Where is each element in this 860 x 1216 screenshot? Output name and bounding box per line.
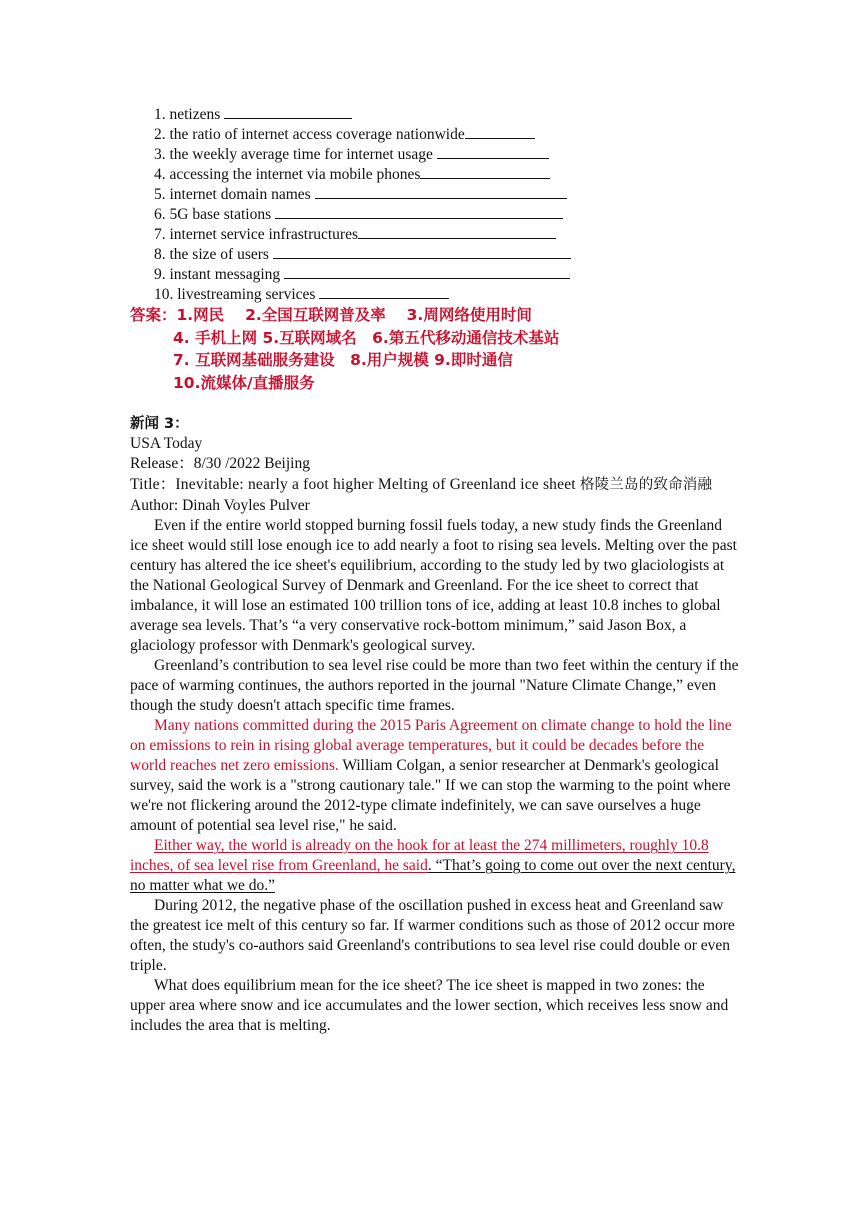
answer-blank[interactable] xyxy=(319,284,449,299)
vocab-text: 2. the ratio of internet access coverage nationwide xyxy=(154,126,465,143)
vocab-text: 9. instant messaging xyxy=(154,266,285,283)
article-paragraph: During 2012, the negative phase of the oscillation pushed in excess heat and Greenland saw the greatest ice melt of this century so far. If warmer conditions such as those of 2012 occur more often, the study's co-authors said Greenland's contributions to sea level rise could double or even triple. xyxy=(130,897,735,974)
vocab-item xyxy=(154,124,742,144)
highlighted-sentence: Many nations committed during the 2015 Paris Agreement on climate change to hold the line on emissions to rein in rising global average temperatures, but it could be decades before the world reaches net zero emissions. xyxy=(130,717,732,774)
vocab-item xyxy=(154,184,742,204)
answer-row: 答案：1.网民 2.全国互联网普及率 3.周网络使用时间 xyxy=(130,306,532,324)
article-paragraph: What does equilibrium mean for the ice sheet? The ice sheet is mapped in two zones: the upper area where snow and ice accumulates and the lower section, which receives less snow and includes the area that is melting. xyxy=(130,977,729,1034)
vocab-text: 5. internet domain names xyxy=(154,186,315,203)
answer-row: 7. 互联网基础服务建设 8.用户规模 9.即时通信 xyxy=(173,351,513,369)
news-author: Author: Dinah Voyles Pulver xyxy=(130,497,310,514)
answer-blank[interactable] xyxy=(465,124,535,139)
vocab-text: 3. the weekly average time for internet usage xyxy=(154,146,437,163)
answer-blank[interactable] xyxy=(437,144,549,159)
news-title xyxy=(130,474,742,496)
answer-key xyxy=(130,304,742,394)
answer-blank[interactable] xyxy=(420,164,550,179)
vocab-text: 1. netizens xyxy=(154,106,225,123)
vocab-text: 7. internet service infrastructures xyxy=(154,226,358,243)
article-paragraph xyxy=(130,836,742,896)
vocab-text: 10. livestreaming services xyxy=(154,286,320,303)
vocab-text: 6. 5G base stations xyxy=(154,206,275,223)
document-page xyxy=(130,104,742,1036)
vocab-list xyxy=(154,104,742,304)
vocab-item xyxy=(154,144,742,164)
answer-blank[interactable] xyxy=(273,244,571,259)
vocab-item xyxy=(154,204,742,224)
title-chinese: 格陵兰岛的致命消融 xyxy=(579,477,713,493)
answer-blank[interactable] xyxy=(275,204,563,219)
answer-row: 10.流媒体/直播服务 xyxy=(173,373,315,392)
vocab-item xyxy=(154,104,742,124)
paragraph-text: William Colgan, a senior researcher at Denmark's geological survey, said the work is a "strong cautionary tale." If we can stop the warming to the point where we're not flickering around the 2012-type climate indefinitely, we can save ourselves a huge amount of potential sea level rise," he said. xyxy=(130,757,731,834)
underlined-quote: . “That’s going to come out over the next century, no matter what we do.” xyxy=(130,857,736,894)
vocab-item xyxy=(154,244,742,264)
vocab-text: 8. the size of users xyxy=(154,246,273,263)
article-paragraph xyxy=(130,716,742,836)
vocab-item xyxy=(154,164,742,184)
answer-blank[interactable] xyxy=(358,224,556,239)
answer-blank[interactable] xyxy=(224,104,352,119)
highlighted-underlined-sentence: Either way, the world is already on the hook for at least the 274 millimeters, roughly 10.8 inches, of sea level rise from Greenland, he said xyxy=(130,837,709,874)
article-paragraph: Even if the entire world stopped burning fossil fuels today, a new study finds the Greenland ice sheet would still lose enough ice to add nearly a foot to rising sea levels. Melting over the past century has altered the ice sheet's equilibrium, according to the study led by two glaciologists at the National Geological Survey of Denmark and Greenland. For the ice sheet to correct that imbalance, it will lose an estimated 100 trillion tons of ice, adding at least 10.8 inches to global average sea levels. That’s “a very conservative rock-bottom minimum,” said Jason Box, a glaciology professor with Denmark's geological survey. xyxy=(130,517,737,654)
answer-blank[interactable] xyxy=(284,264,570,279)
vocab-text: 4. accessing the internet via mobile phones xyxy=(154,166,421,183)
vocab-item xyxy=(154,224,742,244)
title-english: Title：Inevitable: nearly a foot higher Melting of Greenland ice sheet xyxy=(130,476,580,493)
vocab-item xyxy=(154,264,742,284)
news-source: USA Today xyxy=(130,435,203,452)
news-heading: 新闻 3： xyxy=(130,416,189,432)
answer-blank[interactable] xyxy=(315,184,567,199)
article-paragraph: Greenland’s contribution to sea level rise could be more than two feet within the century if the pace of warming continues, the authors reported in the journal "Nature Climate Change,” even though the study doesn't attach specific time frames. xyxy=(130,657,739,714)
vocab-item xyxy=(154,284,742,304)
answer-row: 4. 手机上网 5.互联网域名 6.第五代移动通信技术基站 xyxy=(173,328,560,347)
news-release: Release：8/30 /2022 Beijing xyxy=(130,455,310,472)
